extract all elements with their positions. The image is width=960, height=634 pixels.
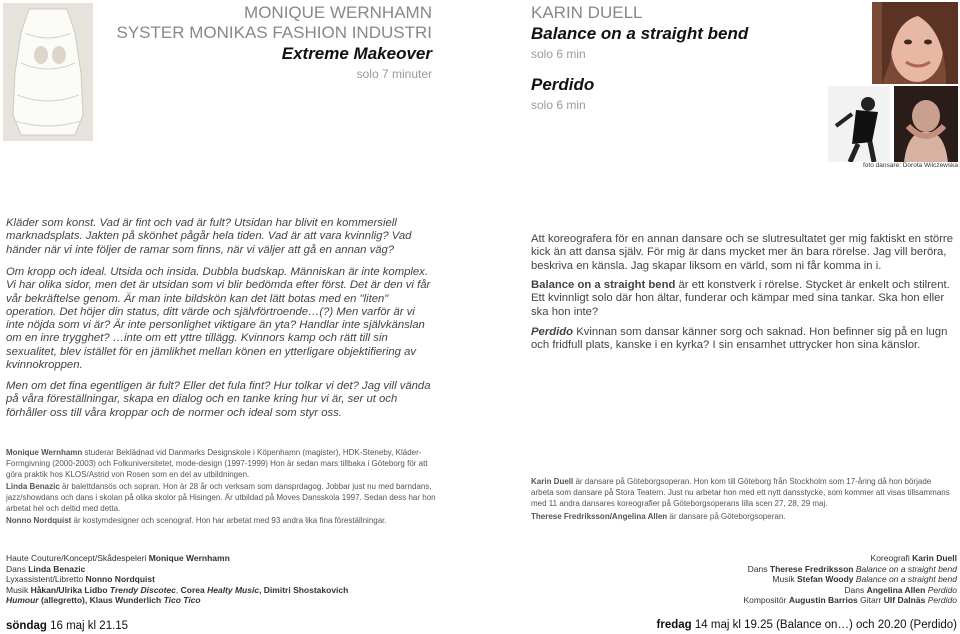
right-paragraph-2-text: är ett konstverk i rörelse. Stycket är enkelt och stilrent. Ett kvinnligt solo där hon ältar, funderar och kämpar med sina tankar. Ska hon eller ska hon inte?	[531, 279, 950, 318]
credit-concept	[6, 553, 446, 564]
left-credits	[6, 553, 446, 606]
left-date-time: 16 maj kl 21.15	[46, 620, 129, 632]
left-date	[6, 620, 128, 632]
credit-music-2	[6, 595, 446, 606]
credit-dance-1: Dans Therese Fredriksson Balance on a straight bend	[747, 563, 957, 574]
photo-credit: foto dansare: Dorota Wilczewska	[862, 162, 958, 169]
left-date-day: söndag	[6, 620, 47, 632]
credit-music-role: Musik	[6, 584, 31, 595]
left-bio-2	[6, 481, 436, 515]
credit-music-right: Musik Stefan Woody Balance on a straight bend	[772, 574, 957, 585]
credit-dance-2: Dans Angelina Allen Perdido	[844, 584, 957, 595]
credit-concept-person: Monique Wernhamn	[148, 553, 230, 563]
credit-dance-1-work: Balance on a straight bend	[853, 563, 957, 574]
left-bio-1	[6, 447, 436, 481]
credit-choreography-person: Karin Duell	[912, 553, 957, 563]
credit-composer-work: Perdido	[925, 595, 957, 606]
credit-composer: Kompositör Augustin Barrios Gitarr Ulf Dalnäs Perdido	[743, 595, 957, 606]
left-bio-1-text: studerar Beklädnad vid Danmarks Designskole i Köpenhamn (magister), HDK-Steneby, Kläder-Formgivning (2000-2003) och Folkuniversitetet, mode-design (1997-1999) Hon är sedan mars tillbaka i Göteborg för att göra praktik hos KLOS/Astrid von Rosen som en del av utbildningen.	[6, 448, 428, 480]
credit-music-track-2: Healty Music	[204, 584, 260, 595]
left-work-title: Extreme Makeover	[281, 44, 432, 63]
credit-music-right-person: Stefan Woody	[796, 574, 854, 585]
right-paragraph-2	[531, 279, 959, 319]
portrait-photo	[872, 2, 958, 84]
left-company-name: SYSTER MONIKAS FASHION INDUSTRI	[116, 23, 432, 42]
credit-assistant-role: Lyxassistent/Libretto	[6, 574, 86, 585]
credit-dance-role: Dans	[6, 563, 29, 574]
credit-music-track-4: Tico Tico	[161, 595, 201, 606]
left-paragraph-1: Kläder som konst. Vad är fint och vad är fult? Utsidan har blivit en kommersiell marknadsplats. Jakten på skönhet pågår hela tiden. Vad är att vara kvinnlig? Vad händer när vi inte följer de ramar som finns, när vi väljer att gå en annan väg?	[6, 217, 412, 256]
credit-assistant	[6, 574, 446, 585]
credit-dance-person: Linda Benazic	[28, 563, 86, 574]
credit-music-track-3: Humour	[6, 595, 39, 606]
credit-music: Musik Håkan/Ulrika Lidbo Trendy Discotec, Corea Healty Music, Dimitri Shostakovich	[6, 584, 349, 595]
left-paragraph-3: Men om det fina egentligen är fult? Eller det fula fint? Hur tolkar vi det? Jag vill vända på våra föreställningar, skapa en dialog och en tanke kring hur vi är, ser ut och förhåller oss till våra kroppar och de normer och ideal som styr oss.	[6, 380, 431, 419]
right-paragraph-2-title: Balance on a straight bend	[531, 279, 676, 291]
credit-music-right-work: Balance on a straight bend	[853, 574, 957, 585]
left-artist-name: MONIQUE WERNHAMN	[244, 3, 432, 22]
right-bio-1	[531, 476, 956, 510]
right-paragraph-3	[531, 326, 959, 353]
credit-music-artist-4: (allegretto), Klaus Wunderlich	[38, 595, 162, 606]
left-bio-2-name: Linda Benazic	[6, 482, 60, 491]
left-paragraph-2: Om kropp och ideal. Utsida och insida. Dubbla budskap. Människan är inte komplex. Vi har olika sidor, men det är utsidan som vi blir bedömda efter först. Det är den vi får vår bekräftelse genom. Är man inte bildskön kan det lätt botas med en "liten" operation. Det höjer din status, ditt värde och självförtroende…(?) Men varför är vi inte nöjda som vi är? Är inte personlighet viktigare än yta? Handlar inte självkänslan om en inre trygghet? …inte om ett yttre tillägg. Kvinnors kamp och rätt till sin sexualitet, blev istället för en jämlikhet mellan könen en ytterligare objektifiering av kvinnokroppen.	[6, 266, 431, 372]
right-bio-2-name: Therese Fredriksson/Angelina Allen	[531, 512, 668, 521]
credit-composer-person: Augustin Barrios	[788, 595, 858, 606]
right-date-time: 14 maj kl 19.25 (Balance on…) och 20.20 (Perdido)	[691, 619, 957, 631]
credit-assistant-person: Nonno Nordquist	[85, 574, 155, 585]
dancer-photo-2	[894, 86, 958, 162]
right-work2-title: Perdido	[531, 75, 595, 94]
right-paragraph-1: Att koreografera för en annan dansare och se slutresultatet ger mig faktiskt en större kick än att dansa själv. För mig är dans mycket mer än bara rörelse. Jag vill beröra, beskriva en känsla. Jag skapar liksom en värld, som ni får komma in i.	[531, 233, 953, 272]
credit-dance-2-person: Angelina Allen	[866, 584, 926, 595]
credit-dance-2-work: Perdido	[925, 584, 957, 595]
left-bio-3-name: Nonno Nordquist	[6, 516, 72, 525]
credit-music-artist-2: Corea	[180, 584, 205, 595]
credit-guitar-person: Ulf Dalnäs	[883, 595, 926, 606]
right-bio-1-text: är dansare på Göteborgsoperan. Hon kom till Göteborg från Stockholm som 17-åring då hon började arbeta som dansare på Stora Teatern. Just nu arbetar hon med ett nytt dansstycke, som kommer att visas tillsammans med 11 andra dansares koreografier på Göteborgsoperans lilla scen 27, 28, 29 maj.	[531, 477, 950, 509]
credit-dance	[6, 564, 446, 575]
right-date-day: fredag	[656, 619, 692, 631]
right-work2-duration: solo 6 min	[531, 98, 586, 112]
credit-choreography: Koreografi Karin Duell	[870, 553, 957, 563]
right-paragraph-3-text: Kvinnan som dansar känner sorg och saknad. Hon befinner sig på en lugn och fridfull plats, kanske i en kyrka? I sin ensamhet uttrycker hon sina känslor.	[531, 326, 948, 352]
left-bio-1-name: Monique Wernhamn	[6, 448, 83, 457]
left-bio-3-text: är kostymdesigner och scenograf. Hon har arbetat med 93 andra lika fina föreställningar.	[71, 516, 387, 525]
dress-photo	[3, 3, 93, 141]
right-bio-2-text: är dansare på Göteborgsoperan.	[667, 512, 786, 521]
left-bio-2-text: är balettdansös och sopran. Hon är 28 år och verksam som dansprdagog. Jobbar just nu med barndans, jazz/showdans och dans i skolan på olika skolor på Hisingen. Är utbildad på Moves Dansskola 1997. Sedan dess har hon arbetat hel och deltid med detta.	[6, 482, 436, 514]
right-work1-duration: solo 6 min	[531, 47, 586, 61]
right-work1-title: Balance on a straight bend	[531, 24, 749, 43]
credit-music-track-1: Trendy Discotec	[107, 584, 176, 595]
dancer-photo-1	[828, 86, 890, 162]
left-bio-3	[6, 515, 436, 526]
right-paragraph-3-title: Perdido	[531, 326, 574, 338]
right-credits	[560, 553, 957, 606]
right-bio-1-name: Karin Duell	[531, 477, 574, 486]
right-bio-2	[531, 511, 956, 522]
credit-dance-1-person: Therese Fredriksson	[769, 563, 854, 574]
right-date	[560, 619, 957, 631]
right-artist-name: KARIN DUELL	[531, 3, 643, 22]
left-duration: solo 7 minuter	[356, 67, 432, 81]
credit-concept-role: Haute Couture/Koncept/Skådespeleri	[6, 553, 149, 563]
credit-music-artist-3: , Dimitri Shostakovich	[259, 584, 349, 595]
credit-music-artist-1: Håkan/Ulrika Lidbo	[30, 584, 108, 595]
